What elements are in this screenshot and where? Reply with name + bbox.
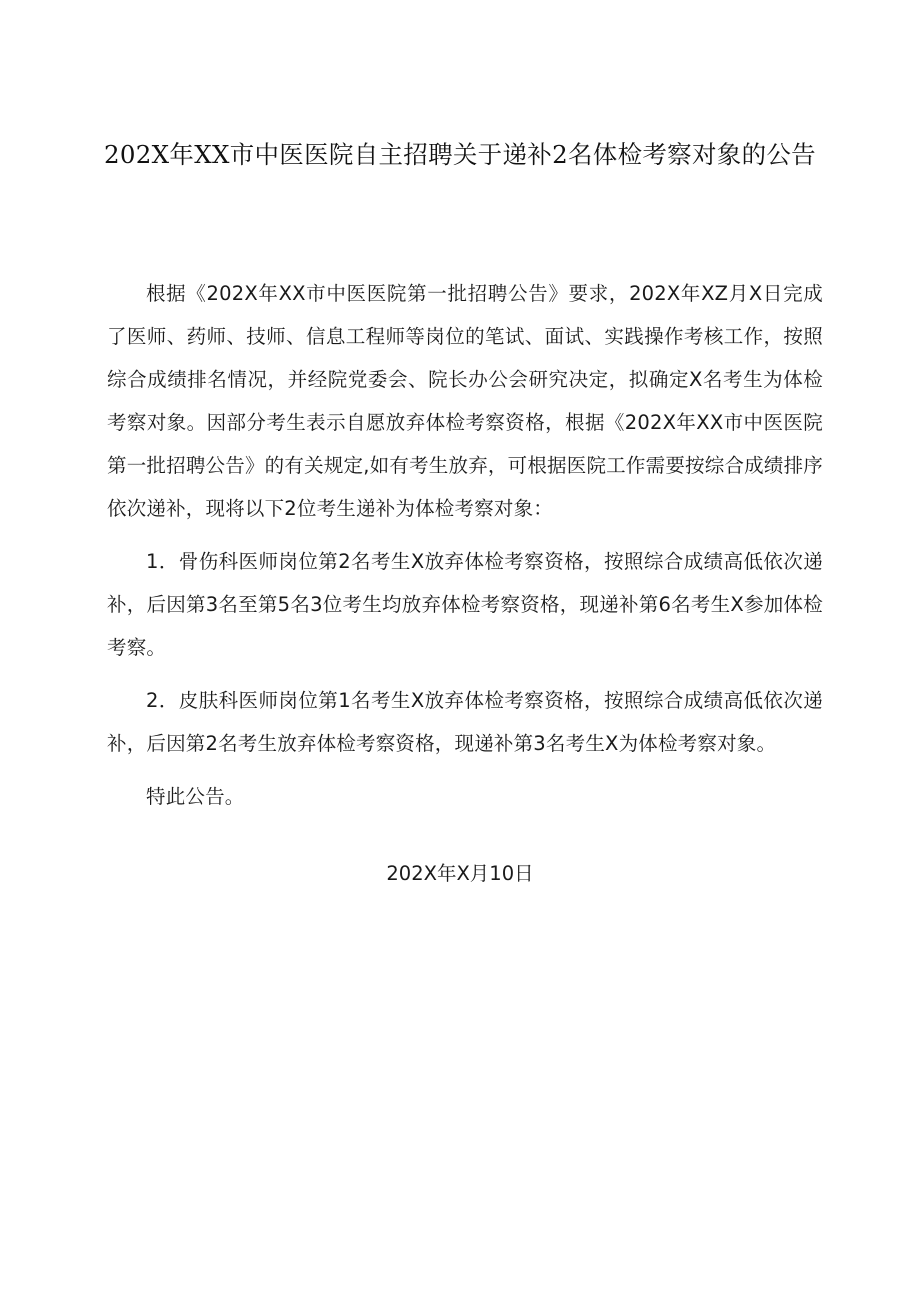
- document-date: 202X年X月10日: [386, 862, 534, 885]
- paragraph-item-2: 2．皮肤科医师岗位第1名考生X放弃体检考察资格，按照综合成绩高低依次递补，后因第2名考生放弃体检考察资格，现递补第3名考生X为体检考察对象。: [107, 689, 823, 755]
- paragraph-intro: 根据《202X年XX市中医医院第一批招聘公告》要求，202X年XZ月X日完成了医师、药师、技师、信息工程师等岗位的笔试、面试、实践操作考核工作，按照综合成绩排名情况，并经院党委会、院长办公会研究决定，拟确定X名考生为体检考察对象。因部分考生表示自愿放弃体检考察资格，根据《202X年XX市中医医院第一批招聘公告》的有关规定,如有考生放弃，可根据医院工作需要按综合成绩排序依次递补，现将以下2位考生递补为体检考察对象：: [107, 282, 823, 520]
- paragraph-item-1: 1．骨伤科医师岗位第2名考生X放弃体检考察资格，按照综合成绩高低依次递补，后因第3名至第5名3位考生均放弃体检考察资格，现递补第6名考生X参加体检考察。: [107, 550, 823, 659]
- paragraph-closing: 特此公告。: [146, 785, 245, 808]
- document-title: 202X年XX市中医医院自主招聘关于递补2名体检考察对象的公告: [104, 140, 816, 169]
- document-body: [107, 272, 823, 828]
